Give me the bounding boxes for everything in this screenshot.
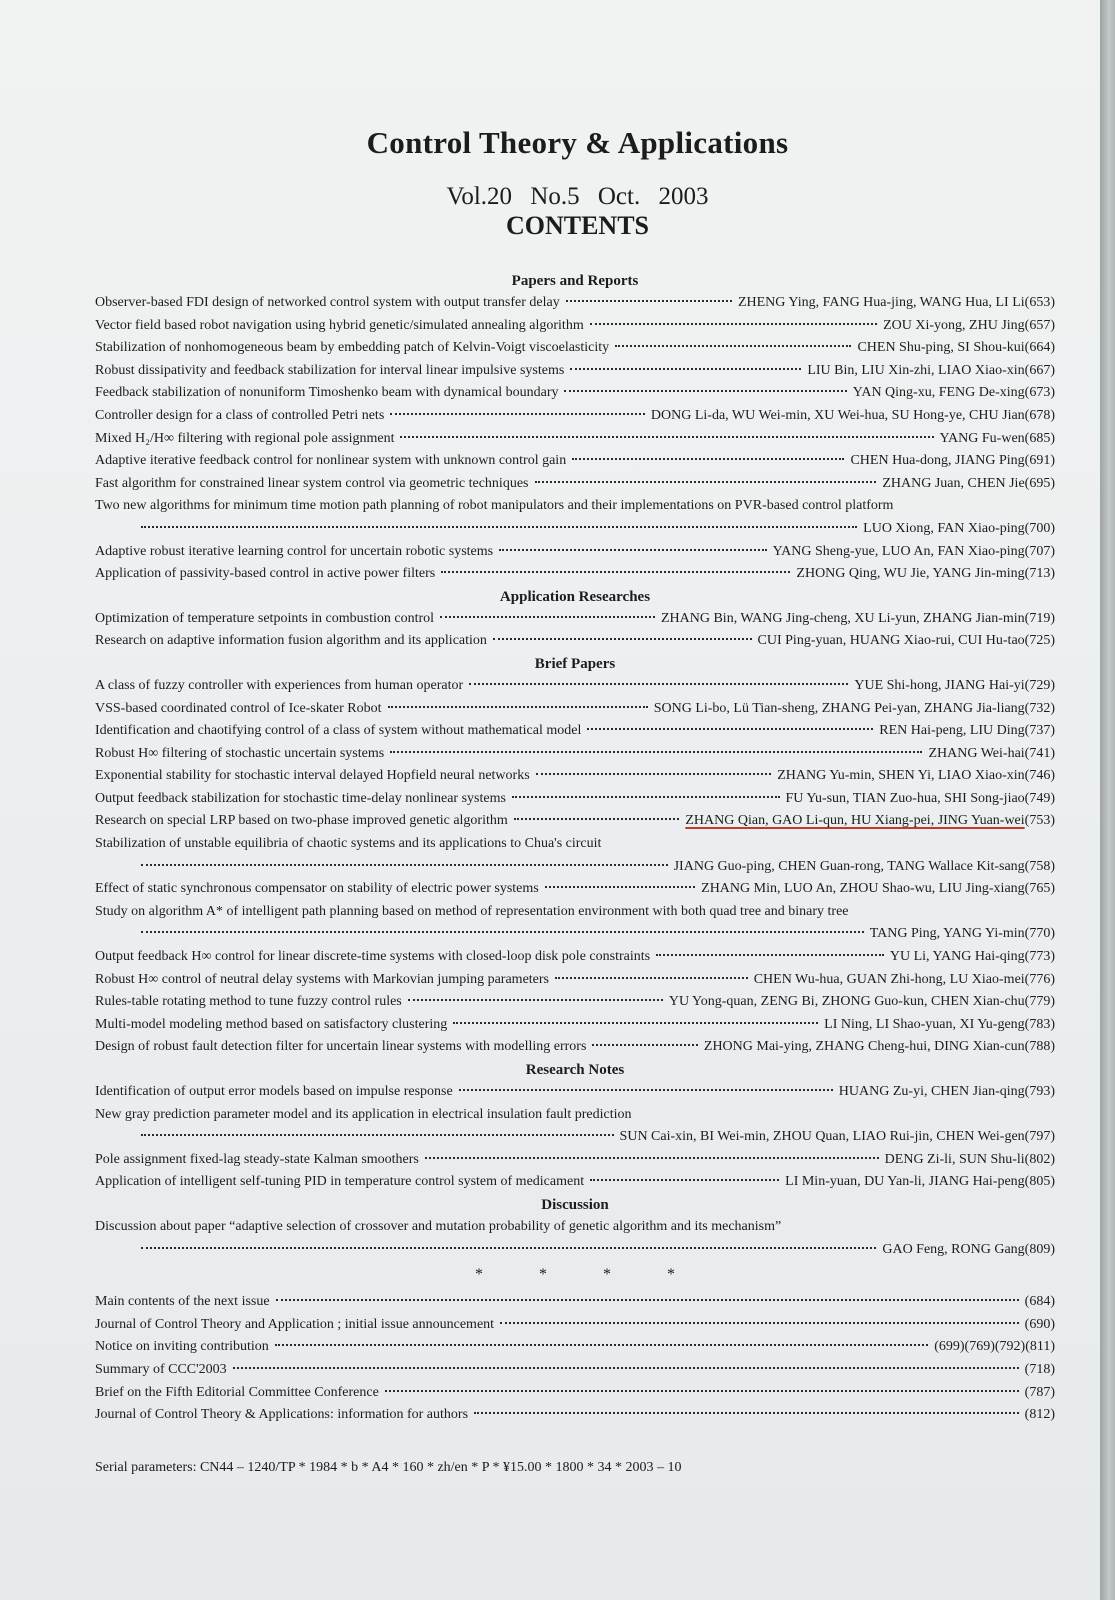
- dot-leader: [564, 390, 846, 392]
- dot-leader: [453, 1022, 818, 1024]
- author-names: LI Min-yuan, DU Yan-li, JIANG Hai-peng: [785, 1174, 1025, 1190]
- dot-leader: [656, 954, 884, 956]
- entry-authors: [885, 1149, 1055, 1172]
- page-number: (707): [1024, 543, 1055, 559]
- entry-line: [95, 563, 1055, 586]
- entry-line: [95, 1081, 1055, 1104]
- entry-title: Identification and chaotifying control of a class of system without mathematical model: [95, 723, 582, 739]
- entry-authors: [786, 788, 1055, 811]
- misc-item[interactable]: [95, 1336, 1055, 1359]
- entry-title: Rules-table rotating method to tune fuzzy control rules: [95, 994, 402, 1010]
- entry-authors: [704, 1036, 1055, 1059]
- entry-authors: [857, 337, 1055, 360]
- entry-line: [95, 337, 1055, 360]
- author-names: CHEN Shu-ping, SI Shou-kui: [857, 340, 1025, 356]
- author-names: REN Hai-peng, LIU Ding: [879, 723, 1025, 739]
- author-names: ZHANG Min, LUO An, ZHOU Shao-wu, LIU Jing-xiang: [701, 881, 1025, 897]
- page-number: (758): [1024, 858, 1055, 874]
- dot-leader: [566, 300, 732, 302]
- entry-title: Identification of output error models based on impulse response: [95, 1084, 453, 1099]
- entry-line: [95, 360, 1055, 383]
- dot-leader: [141, 1247, 876, 1249]
- misc-item[interactable]: [95, 1314, 1055, 1337]
- author-names: ZHONG Mai-ying, ZHANG Cheng-hui, DING Xian-cun: [703, 1039, 1025, 1055]
- toc-entry[interactable]: [95, 405, 1055, 428]
- dot-leader: [587, 728, 873, 730]
- dot-leader: [493, 638, 752, 640]
- author-names: DONG Li-da, WU Wei-min, XU Wei-hua, SU Hong-ye, CHU Jian: [650, 407, 1025, 423]
- serial-parameters: Serial parameters: CN44 – 1240/TP * 1984 * b * A4 * 160 * zh/en * P * ¥15.00 * 1800 * 34 * 2003 – 10: [95, 1459, 682, 1475]
- dot-leader: [390, 751, 922, 753]
- page-number: (746): [1024, 768, 1055, 784]
- toc-entry[interactable]: [95, 788, 1055, 811]
- dot-leader: [400, 436, 933, 438]
- contents-heading: CONTENTS: [505, 211, 650, 240]
- dot-leader: [590, 1179, 779, 1181]
- toc-entry[interactable]: [95, 1036, 1055, 1059]
- toc-entry[interactable]: [95, 360, 1055, 383]
- dot-leader: [276, 1299, 1019, 1301]
- issue-line: Vol.20 No.5 Oct. 2003: [446, 183, 709, 210]
- page-number: (673): [1024, 385, 1055, 401]
- page-number: (678): [1024, 407, 1055, 423]
- author-names: ZHANG Wei-hai: [928, 745, 1025, 761]
- entry-authors: [674, 856, 1055, 879]
- page-header: [0, 125, 1115, 241]
- page-number: (684): [1024, 1294, 1055, 1310]
- separator-stars: * * * *: [475, 1266, 701, 1284]
- entry-title: Research on special LRP based on two-phase improved genetic algorithm: [95, 813, 508, 829]
- toc-entry[interactable]: [95, 901, 1055, 946]
- entry-title: Robust H∞ filtering of stochastic uncertain systems: [95, 745, 385, 761]
- entry-authors: [669, 991, 1055, 1014]
- page-number: (749): [1024, 790, 1055, 806]
- entry-authors: [839, 1081, 1055, 1104]
- entry-authors: [863, 518, 1055, 541]
- entry-authors: [850, 450, 1055, 473]
- toc-entry[interactable]: [95, 1171, 1055, 1194]
- page-number: (685): [1024, 430, 1055, 446]
- page-number: (737): [1024, 723, 1055, 739]
- entry-title: Study on algorithm A* of intelligent path planning based on method of representation environment with both quad tree and binary tree: [95, 903, 849, 919]
- entry-authors: [651, 405, 1055, 428]
- entry-line: [95, 630, 1055, 653]
- entry-title: Exponential stability for stochastic interval delayed Hopfield neural networks: [95, 768, 530, 784]
- author-names: JIANG Guo-ping, CHEN Guan-rong, TANG Wallace Kit-sang: [673, 858, 1025, 874]
- entry-authors: [824, 1014, 1055, 1037]
- toc-entry[interactable]: [95, 1014, 1055, 1037]
- page-number: (776): [1024, 971, 1055, 987]
- page-number: (653): [1024, 295, 1055, 310]
- section-heading: Application Researches: [499, 588, 651, 605]
- page-number: (802): [1024, 1151, 1055, 1167]
- entry-line: [95, 473, 1055, 496]
- entry-authors: [620, 1126, 1055, 1149]
- page-number: (691): [1024, 453, 1055, 469]
- toc-entry[interactable]: [95, 563, 1055, 586]
- dot-leader: [233, 1367, 1019, 1369]
- dot-leader: [441, 571, 790, 573]
- entry-title: Robust dissipativity and feedback stabilization for interval linear impulsive systems: [95, 362, 565, 378]
- page-number: (699)(769)(792)(811): [934, 1339, 1055, 1355]
- page-number: (729): [1024, 677, 1055, 693]
- misc-item[interactable]: [95, 1291, 1055, 1314]
- toc-entry[interactable]: [95, 743, 1055, 766]
- page-number: (787): [1024, 1384, 1055, 1400]
- dot-leader: [512, 796, 780, 798]
- entry-line: [95, 450, 1055, 473]
- page-number: (797): [1024, 1129, 1055, 1145]
- entry-title: Output feedback H∞ control for linear discrete-time systems with closed-loop disk pole constraints: [95, 949, 651, 965]
- entry-authors: [870, 923, 1055, 946]
- entry-authors: [796, 563, 1055, 586]
- dot-leader: [545, 886, 695, 888]
- entry-title: Application of passivity-based control in active power filters: [95, 566, 436, 582]
- entry-line: [95, 1149, 1055, 1172]
- entry-authors: [785, 1171, 1055, 1194]
- entry-line: [95, 765, 1055, 788]
- entry-title: Optimization of temperature setpoints in combustion control: [95, 610, 435, 626]
- entry-title: Output feedback stabilization for stochastic time-delay nonlinear systems: [95, 790, 506, 806]
- entry-line: [95, 1126, 1055, 1149]
- toc-entry[interactable]: [95, 337, 1055, 360]
- toc-entry[interactable]: [95, 833, 1055, 878]
- page-number: (783): [1024, 1016, 1055, 1032]
- page-number: (664): [1024, 340, 1055, 356]
- toc-entry[interactable]: [95, 315, 1055, 338]
- author-names: LI Ning, LI Shao-yuan, XI Yu-geng: [824, 1016, 1025, 1032]
- entry-line: [95, 541, 1055, 564]
- entry-title: Multi-model modeling method based on satisfactory clustering: [95, 1016, 448, 1032]
- page-number: (779): [1024, 994, 1055, 1010]
- page-number: (773): [1024, 949, 1055, 965]
- author-names: HUANG Zu-yi, CHEN Jian-qing: [838, 1084, 1025, 1099]
- entry-title: Design of robust fault detection filter for uncertain linear systems with modelling errors: [95, 1039, 587, 1055]
- page-number: (690): [1024, 1316, 1055, 1332]
- entry-line: [95, 608, 1055, 631]
- entry-authors: [879, 720, 1055, 743]
- misc-title: Main contents of the next issue: [95, 1294, 270, 1310]
- journal-title: Control Theory & Applications: [366, 125, 789, 160]
- author-names: CHEN Hua-dong, JIANG Ping: [850, 453, 1025, 469]
- toc-entry[interactable]: [95, 1104, 1055, 1149]
- entry-line: [95, 1171, 1055, 1194]
- toc-entry[interactable]: [95, 292, 1055, 315]
- toc-entry[interactable]: [95, 1149, 1055, 1172]
- toc-entry[interactable]: [95, 991, 1055, 1014]
- page-number: (809): [1024, 1241, 1055, 1257]
- toc-entry[interactable]: [95, 765, 1055, 788]
- author-names: ZHANG Bin, WANG Jing-cheng, XU Li-yun, ZHANG Jian-min: [660, 610, 1025, 626]
- page-number: (718): [1024, 1361, 1055, 1377]
- entry-line: [95, 878, 1055, 901]
- entry-title: A class of fuzzy controller with experiences from human operator: [95, 677, 464, 693]
- entry-line: [95, 1036, 1055, 1059]
- section-heading: Research Notes: [525, 1062, 625, 1078]
- misc-title: Brief on the Fifth Editorial Committee Conference: [95, 1384, 379, 1400]
- entry-line: [95, 743, 1055, 766]
- entry-title: New gray prediction parameter model and its application in electrical insulation fault prediction: [95, 1106, 632, 1122]
- misc-title: Journal of Control Theory and Application ; initial issue announcement: [95, 1316, 495, 1332]
- page-number: (695): [1024, 475, 1055, 491]
- entry-title: Stabilization of unstable equilibria of chaotic systems and its applications to Chua's circuit: [95, 836, 602, 852]
- author-names: ZHANG Juan, CHEN Jie: [882, 475, 1025, 491]
- table-of-contents: [95, 270, 1055, 1479]
- author-names: YANG Sheng-yue, LUO An, FAN Xiao-ping: [772, 543, 1025, 559]
- entry-title: Stabilization of nonhomogeneous beam by embedding patch of Kelvin-Voigt viscoelasticity: [95, 340, 610, 356]
- misc-list: [95, 1291, 1055, 1427]
- author-names: YUE Shi-hong, JIANG Hai-yi: [854, 677, 1025, 693]
- entry-line: [95, 675, 1055, 698]
- toc-entry[interactable]: [95, 720, 1055, 743]
- author-names: CHEN Wu-hua, GUAN Zhi-hong, LU Xiao-mei: [753, 971, 1025, 987]
- entry-line: [95, 315, 1055, 338]
- entry-title: Pole assignment fixed-lag steady-state Kalman smoothers: [95, 1151, 419, 1167]
- author-names: YU Yong-quan, ZENG Bi, ZHONG Guo-kun, CHEN Xian-chu: [668, 994, 1025, 1010]
- author-names: TANG Ping, YANG Yi-min: [869, 926, 1025, 942]
- dot-leader: [388, 706, 648, 708]
- entry-title: Fast algorithm for constrained linear system control via geometric techniques: [95, 475, 529, 491]
- entry-line: [95, 518, 1055, 541]
- misc-title: Summary of CCC'2003: [95, 1361, 227, 1377]
- entry-authors: [883, 315, 1055, 338]
- entry-title: Vector field based robot navigation using hybrid genetic/simulated annealing algorithm: [95, 317, 584, 333]
- author-names: YU Li, YANG Hai-qing: [889, 949, 1025, 965]
- dot-leader: [141, 526, 857, 528]
- page-edge: [1100, 0, 1115, 1600]
- dot-leader: [141, 1134, 614, 1136]
- toc-entry[interactable]: [95, 608, 1055, 631]
- page-number: (713): [1024, 566, 1055, 582]
- dot-leader: [275, 1344, 928, 1346]
- author-names: CUI Ping-yuan, HUANG Xiao-rui, CUI Hu-tao: [757, 633, 1025, 649]
- misc-item[interactable]: [95, 1359, 1055, 1382]
- entry-authors: [758, 630, 1055, 653]
- entry-title: Discussion about paper “adaptive selection of crossover and mutation probability of genetic algorithm and its mechanism”: [95, 1218, 782, 1234]
- author-names: ZHONG Qing, WU Jie, YANG Jin-ming: [796, 566, 1025, 582]
- entry-authors: [882, 1239, 1055, 1262]
- dot-leader: [536, 773, 772, 775]
- toc-entry[interactable]: [95, 450, 1055, 473]
- page-number: (753): [1024, 813, 1055, 829]
- entry-line: [95, 969, 1055, 992]
- entry-line: [95, 1014, 1055, 1037]
- page-number: (725): [1024, 633, 1055, 649]
- entry-line: [95, 810, 1055, 833]
- toc-entry[interactable]: [95, 810, 1055, 833]
- entry-line: [95, 946, 1055, 969]
- entry-authors: [654, 698, 1055, 721]
- dot-leader: [615, 345, 851, 347]
- dot-leader: [474, 1412, 1019, 1414]
- page-number: (770): [1024, 926, 1055, 942]
- author-names: YANG Fu-wen: [939, 430, 1025, 446]
- toc-entry[interactable]: [95, 473, 1055, 496]
- toc-entry[interactable]: [95, 630, 1055, 653]
- misc-title: Journal of Control Theory & Applications: information for authors: [95, 1407, 469, 1423]
- entry-authors: [754, 969, 1055, 992]
- page-number: (765): [1024, 881, 1055, 897]
- author-names: ZHENG Ying, FANG Hua-jing, WANG Hua, LI Li: [737, 295, 1025, 310]
- entry-line: [95, 991, 1055, 1014]
- entry-title: Two new algorithms for minimum time motion path planning of robot manipulators and their implementations on PVR-based control platform: [95, 498, 894, 514]
- entry-authors: [773, 541, 1055, 564]
- author-names: LUO Xiong, FAN Xiao-ping: [863, 520, 1025, 536]
- author-names: ZHANG Yu-min, SHEN Yi, LIAO Xiao-xin: [777, 768, 1025, 784]
- misc-item[interactable]: [95, 1382, 1055, 1405]
- dot-leader: [469, 683, 848, 685]
- page-number: (719): [1024, 610, 1055, 626]
- author-names: FU Yu-sun, TIAN Zuo-hua, SHI Song-jiao: [785, 790, 1025, 806]
- toc-entry[interactable]: [95, 1081, 1055, 1104]
- dot-leader: [499, 549, 766, 551]
- toc-entry[interactable]: [95, 428, 1055, 451]
- page-number: (741): [1024, 745, 1055, 761]
- entry-title: Observer-based FDI design of networked control system with output transfer delay: [95, 295, 560, 310]
- entry-authors: [777, 765, 1055, 788]
- dot-leader: [141, 864, 668, 866]
- entry-line: [95, 382, 1055, 405]
- dot-leader: [425, 1157, 879, 1159]
- page-number: (805): [1024, 1174, 1055, 1190]
- entry-line: [95, 788, 1055, 811]
- entry-line: [95, 698, 1055, 721]
- entry-title: Research on adaptive information fusion algorithm and its application: [95, 633, 487, 649]
- page-number: (793): [1024, 1084, 1055, 1099]
- author-names: YAN Qing-xu, FENG De-xing: [852, 385, 1025, 401]
- entry-line: [95, 720, 1055, 743]
- entry-title: VSS-based coordinated control of Ice-skater Robot: [95, 700, 382, 716]
- entry-authors: [882, 473, 1055, 496]
- dot-leader: [390, 413, 645, 415]
- entry-authors: [701, 878, 1055, 901]
- author-names: LIU Bin, LIU Xin-zhi, LIAO Xiao-xin: [807, 362, 1025, 378]
- author-names: GAO Feng, RONG Gang: [882, 1241, 1025, 1257]
- entry-authors: [853, 382, 1055, 405]
- entry-authors: [890, 946, 1055, 969]
- dot-leader: [555, 977, 748, 979]
- dot-leader: [514, 818, 680, 820]
- entry-line: [95, 856, 1055, 879]
- author-names: ZOU Xi-yong, ZHU Jing: [883, 317, 1025, 333]
- page-number: (732): [1024, 700, 1055, 716]
- dot-leader: [141, 931, 864, 933]
- page-number: (812): [1024, 1407, 1055, 1423]
- toc-entry[interactable]: [95, 541, 1055, 564]
- author-names: SUN Cai-xin, BI Wei-min, ZHOU Quan, LIAO Rui-jin, CHEN Wei-gen: [619, 1129, 1025, 1145]
- author-names: ZHANG Qian, GAO Li-qun, HU Xiang-pei, JING Yuan-wei: [685, 813, 1025, 829]
- entry-authors: [807, 360, 1055, 383]
- dot-leader: [570, 368, 801, 370]
- toc-entry[interactable]: [95, 675, 1055, 698]
- entry-title: Effect of static synchronous compensator on stability of electric power systems: [95, 881, 539, 897]
- dot-leader: [385, 1390, 1019, 1392]
- entry-line: [95, 923, 1055, 946]
- entry-authors: [928, 743, 1055, 766]
- author-names: DENG Zi-li, SUN Shu-li: [884, 1151, 1025, 1167]
- toc-entry[interactable]: [95, 946, 1055, 969]
- toc-entry[interactable]: [95, 495, 1055, 540]
- section-heading: Brief Papers: [534, 655, 616, 672]
- dot-leader: [535, 481, 877, 483]
- entry-line: [95, 428, 1055, 451]
- toc-entry[interactable]: [95, 382, 1055, 405]
- dot-leader: [408, 999, 663, 1001]
- page-number: (667): [1024, 362, 1055, 378]
- toc-entry[interactable]: [95, 878, 1055, 901]
- page-number: (788): [1024, 1039, 1055, 1055]
- entry-title: Adaptive iterative feedback control for nonlinear system with unknown control gain: [95, 453, 567, 469]
- entry-title: Feedback stabilization of nonuniform Timoshenko beam with dynamical boundary: [95, 385, 559, 401]
- entry-authors: [854, 675, 1055, 698]
- entry-line: [95, 292, 1055, 315]
- toc-entry[interactable]: [95, 698, 1055, 721]
- page-number: (657): [1024, 317, 1055, 333]
- author-names: SONG Li-bo, Lü Tian-sheng, ZHANG Pei-yan, ZHANG Jia-liang: [653, 700, 1025, 716]
- misc-item[interactable]: [95, 1404, 1055, 1427]
- toc-entry[interactable]: [95, 1216, 1055, 1261]
- section-heading: Discussion: [541, 1196, 609, 1213]
- entry-title: Robust H∞ control of neutral delay systems with Markovian jumping parameters: [95, 971, 550, 987]
- entry-title: Adaptive robust iterative learning control for uncertain robotic systems: [95, 543, 494, 559]
- dot-leader: [572, 458, 844, 460]
- dot-leader: [592, 1044, 697, 1046]
- toc-entry[interactable]: [95, 969, 1055, 992]
- entry-line: [95, 405, 1055, 428]
- entry-title: Controller design for a class of controlled Petri nets: [95, 407, 385, 423]
- entry-authors: [685, 810, 1055, 833]
- entry-title: Application of intelligent self-tuning PID in temperature control system of medicament: [95, 1174, 585, 1190]
- entry-line: [95, 1239, 1055, 1262]
- entry-authors: [661, 608, 1055, 631]
- dot-leader: [500, 1322, 1019, 1324]
- page-number: (700): [1024, 520, 1055, 536]
- misc-title: Notice on inviting contribution: [95, 1339, 269, 1355]
- dot-leader: [440, 616, 655, 618]
- dot-leader: [459, 1089, 833, 1091]
- entry-title: Mixed H₂/H∞ filtering with regional pole assignment: [95, 430, 395, 446]
- entry-authors: [738, 292, 1055, 315]
- dot-leader: [590, 323, 877, 325]
- section-heading: Papers and Reports: [511, 273, 639, 289]
- entry-authors: [940, 428, 1056, 451]
